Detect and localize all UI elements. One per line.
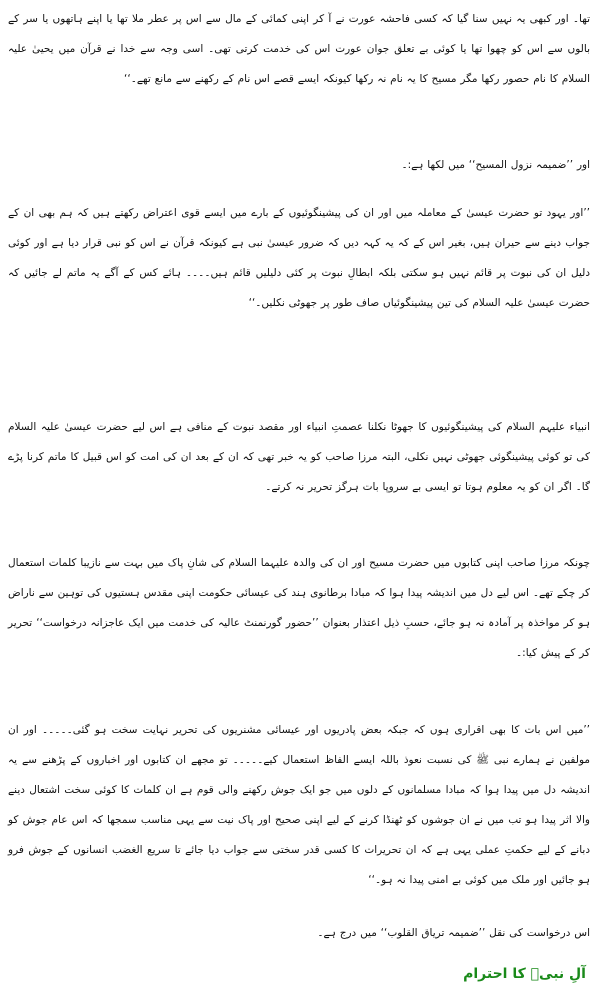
paragraph-2: اور ’’ضمیمہ نزول المسیح‘‘ میں لکھا ہے:۔ [401, 159, 590, 171]
paragraph-6: ’’میں اس بات کا بھی اقراری ہوں کہ جبکہ بعض پادریوں اور عیسائی مشنریوں کی تحریر نہایت سخت ہو گئی۔۔۔۔۔ اور ان مولفین نے ہمارے نبی ﷺ کی نسبت نعوذ باللہ ایسے الفاظ استعمال کیے۔۔۔۔۔ تو مجھے ان کتابوں اور اخباروں کے پڑھنے سے یہ اندیشہ دل میں پیدا ہوا کہ مبادا مسلمانوں کے دلوں میں جو ایک جوش رکھنے والی قوم ہے ان کلمات کا کوئی سخت اشتعال دینے والا اثر پیدا ہو تب میں نے ان جوشوں کو ٹھنڈا کرنے کے لیے اپنی صحیح اور پاک نیت سے یہی مناسب سمجھا کہ اس عام جوش کو دبانے کے لیے حکمتِ عملی یہی ہے کہ ان تحریرات کا کسی قدر سختی سے جواب دیا جائے تا سریع الغضب انسانوں کے جوش فرو ہو جائیں اور ملک میں کوئی بے امنی پیدا نہ ہو۔‘‘ [8, 724, 590, 886]
paragraph-5: چونکہ مرزا صاحب اپنی کتابوں میں حضرت مسیح اور ان کی والدہ علیہما السلام کی شانِ پاک میں بہت سے نازیبا کلمات استعمال کر چکے تھے۔ اس لیے دل میں اندیشہ پیدا ہوا کہ مبادا برطانوی ہند کی عیسائی حکومت اپنی مقدس ہستیوں کی توہین سے ناراض ہو کر مواخذہ پر آمادہ نہ ہو جائے، حسبِ ذیل اعتذار بعنوان ’’حضور گورنمنٹ عالیہ کی خدمت میں ایک عاجزانہ درخواست‘‘ تحریر کر کے پیش کیا:۔ [8, 557, 590, 659]
section-heading: آلِ نبیؐ کا احترام [463, 966, 586, 982]
paragraph-3: ’’اور یہود تو حضرت عیسیٰ کے معاملہ میں اور ان کی پیشینگوئیوں کے بارے میں ایسے قوی اعتراض رکھتے ہیں کہ ہم بھی ان کے جواب دینے سے حیران ہیں، بغیر اس کے کہ یہ کہہ دیں کہ ضرور عیسیٰ نبی ہے کیونکہ قرآن نے اس کو نبی قرار دیا ہے اور کوئی دلیل ان کی نبوت پر قائم نہیں ہو سکتی بلکہ ابطالِ نبوت پر کئی دلیلیں قائم ہیں۔۔۔۔ ہائے کس کے آگے یہ ماتم لے جائیں کہ حضرت عیسیٰ علیہ السلام کی تین پیشینگوئیاں صاف طور پر جھوٹی نکلیں۔‘‘ [8, 207, 590, 309]
paragraph-4: انبیاء علیہم السلام کی پیشینگوئیوں کا جھوٹا نکلنا عصمتِ انبیاء اور مقصد نبوت کے منافی ہے اس لیے حضرت عیسیٰ علیہ السلام کی تو کوئی پیشینگوئی جھوٹی نہیں نکلی، البتہ مرزا صاحب کو یہ خبر تھی کہ ان کے بعد ان کی امت کو اس قبیل کا ماتم کرنا پڑے گا۔ اگر ان کو یہ معلوم ہوتا تو ایسی بے سروپا بات ہرگز تحریر نہ کرتے۔ [8, 421, 590, 493]
paragraph-1: تھا۔ اور کبھی یہ نہیں سنا گیا کہ کسی فاحشہ عورت نے آ کر اپنی کمائی کے مال سے اس پر عطر ملا تھا یا اپنے ہاتھوں یا سر کے بالوں سے اس کو چھوا تھا یا کوئی بے تعلق جوان عورت اس کی خدمت کرتی تھی۔ اسی وجہ سے خدا نے قرآن میں یحییٰ علیہ السلام کا نام حصور رکھا مگر مسیح کا یہ نام نہ رکھا کیونکہ ایسے قصے اس نام کے رکھنے سے مانع تھے۔‘‘ [8, 13, 590, 85]
paragraph-7: اس درخواست کی نقل ’’ضمیمہ تریاق القلوب‘‘ میں درج ہے۔ [317, 927, 590, 939]
